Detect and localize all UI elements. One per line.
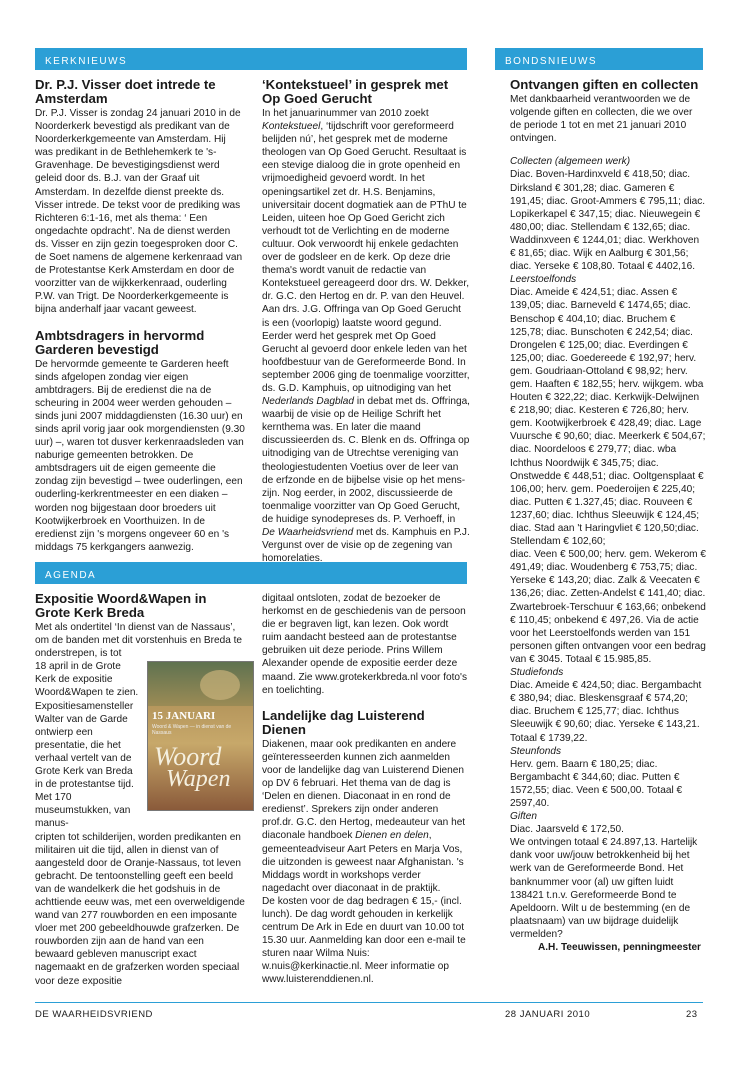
list-collecten: Diac. Boven-Hardinxveld € 418,50; diac. Dirksland € 301,28; diac. Gameren € 191,45; diac. Groot-Ammers € 795,11; diac. Lopikerkapel € 347,15; diac. Nieuwegein € 480,00; diac. Stellendam € 132,65; diac. Waddinxveen € 1244,01; diac. Werkhoven € 81,65; diac. Wijk en Aalburg € 301,56; diac. Yerseke € 108,80. Totaal € 4402,16. [510,169,706,273]
list-leerstoelfonds: Diac. Ameide € 424,51; diac. Assen € 139,05; diac. Barneveld € 1474,65; diac. Benschop € 404,10; diac. Bruchem € 125,78; diac. Bunschoten € 242,54; diac. Drongelen € 125,00; diac. Everdingen € 125,00; diac. Goedereede € 192,97; herv. gem. Goudriaan-Ottoland € 98,92; herv. gem. Haaften € 182,55; herv. wijkgem. wba Houten € 322,22; diac. Kerkwijk-Delwijnen € 218,90; diac. Kesteren € 726,80; herv. gem. Kootwijkerbroek € 428,49; diac. Lage Vuursche € 90,60; diac. Meerkerk € 504,67; diac. Noordeloos € 279,77; diac. wba Ichthus Noordwijk € 345,75; diac. Onstwedde € 448,51; diac. Ooltgensplaat € 106,00; herv. gem. Poederoijen € 225,40; diac. Putten € 1.327,45; diac. Rouveen € 1237,60; diac. Ichthus Sleeuwijk € 124,45; diac. Stad aan 't Haringvliet € 120,50;diac. Stellendam € 102,60; [510,287,706,548]
cover-subtitle: Woord & Wapen — in dienst van de Nassaus [152,724,232,736]
section-header-kerknieuws: kerknieuws [35,48,467,70]
section-header-agenda: agenda [35,562,467,584]
footer-date: 28 JANUARI 2010 [505,1009,591,1020]
heading-steunfonds: Steunfonds [510,745,562,757]
article-body-luisterend-dienen-2: De kosten voor de dag bedragen € 15,- (incl. lunch). De dag wordt gehouden in kerkelijk centrum De Ark in Ede en duurt van 10.00 tot 15.30 uur. Aanmelding kan door een e-mail te sturen naar Wilma Nuis: w.nuis@kerkinactie.nl. Meer informatie op www.luisterenddienen.nl. [262,895,466,986]
giften-closing: We ontvingen totaal € 24.897,13. Hartelijk dank voor uw/jouw betrokkenheid bij het werk van de Gereformeerde Bond. Het banknummer voor (al) uw giften luidt 138421 t.n.v. Gereformeerde Bond te Apeldoorn. Wilt u de bestemming (en de plaatsnaam) van uw bijdrage duidelijk vermelden? [510,837,698,940]
kerknieuws-column-right [262,78,470,565]
article-body-expositie-narrow: 18 april in de Grote Kerk de expositie Woord&Wapen te zien. Expositiesamensteller Walter van de Garde ontwierp een presentatie, die het verhaal vertelt van de Grote Kerk van Breda in de protestantse tijd. Met 170 museumstukken, van manus- [35,661,139,830]
cover-ornament [200,670,240,700]
article-title-garderen: Ambtsdragers in hervormd Garderen bevestigd [35,327,205,357]
footer-page-number: 23 [686,1009,698,1020]
giften-intro: Met dankbaarheid verantwoorden we de volgende giften en collecten, die we over de periode 1 tot en met 21 januari 2010 ontvingen. [510,94,693,145]
article-body-kontekstueel: In het januarinummer van 2010 zoekt Kontekstueel, ‘tijdschrift voor gereformeerd belijden nú’, het gesprek met de moderne theologen van Op Goed Gerucht. Resultaat is een stevige dialoog die in grote openheid en vrijmoedigheid gevoerd wordt. In het openingsartikel zet dr. H.S. Benjamins, universitair docent dogmatiek aan de PThU te Leiden, uiteen hoe Op Goed Gericht zich verhoudt tot de Verlichting en de moderne cultuur. Ook verwoordt hij enkele gedachten over de godsleer en de kerk. Op deze drie thema's wordt vanuit de redactie van Kontekstueel gereageerd door drs. W. Dekker, dr. G.C. den Hertog en dr. P. van den Heuvel. Aan drs. J.G. Offringa van Op Goed Gerucht is een (voorlopig) laatste woord gegund. [262,108,470,329]
list-studiefonds: Diac. Ameide € 424,50; diac. Bergambacht € 380,94; diac. Bleskensgraaf € 574,20; diac. Bruchem € 125,77; diac. Ichthus Sleeuwijk € 90,60; diac. Yerseke € 143,21. Totaal € 1739,22. [510,680,702,744]
cover-date: 15 JANUARI [152,710,216,722]
heading-collecten: Collecten (algemeen werk) [510,156,631,168]
article-title-kontekstueel: ‘Kontekstueel’ in gesprek met Op Goed Gerucht [262,77,449,106]
article-body-expositie-b: cripten tot schilderijen, worden predikanten en militairen uit die tijd, allen in dienst van of aangesteld door de Oranje-Nassaus, tot leven gebracht. De tentoonstelling geeft een beeld van de wandelkerk die het godshuis in de achttiende eeuw was, met een overweldigende wand van 277 rouwborden en een imposante vloer met 200 gebeeldhouwde grafzerken. De rouwborden zijn aan de hand van een bewaard gebleven manuscript exact nagemaakt en de grafzerken worden speciaal voor deze expositie [35,831,245,987]
article-title-giften: Ontvangen giften en collecten [510,77,699,92]
list-leerstoelfonds-2: diac. Veen € 500,00; herv. gem. Wekerom € 491,49; diac. Woudenberg € 753,75; diac. Yerseke € 143,20; diac. Zalk & Veecaten € 136,26; diac. Zetten-Andelst € 141,40; diac. Zwartebroek-Terschuur € 163,66; onbekend € 110,45; onbekend € 497,26. Via de actie voor het Leerstoelfonds werden van 151 personen giften ontvangen voor een bedrag van € 3045. Totaal € 15.985,85. [510,549,707,665]
signature: A.H. Teeuwissen, penningmeester [537,942,701,953]
article-body-luisterend-dienen: Diakenen, maar ook predikanten en andere geïnteresseerden kunnen zich aanmelden voor de landelijke dag van Luisterend Dienen op DV 6 februari. Het thema van de dag is ‘Delen en dienen. Diaconaat in en rond de eredienst’. Sprekers zijn onder anderen prof.dr. G.C. den Hertog, medeauteur van het diaconale handboek Dienen en delen, gemeenteadviseur Aart Peters en Marja Vos, die uitzonden is geweest naar Afghanistan. 's Middags wordt in workshops verder nagedacht over diaconaat in de praktijk. [262,738,466,894]
list-steunfonds: Herv. gem. Baarn € 180,25; diac. Bergambacht € 344,60; diac. Putten € 1572,55; diac. Veen € 500,00. Totaal € 2597,40. [510,758,683,809]
bondsnieuws-column [510,78,706,954]
cover-word-1: Woord [154,742,222,771]
kerknieuws-column-left [35,78,245,554]
article-title-expositie: Expositie Woord&Wapen in Grote Kerk Breda [35,591,207,620]
section-header-bondsnieuws: bondsnieuws [495,48,703,70]
list-giften: Diac. Jaarsveld € 172,50. [510,824,624,836]
article-body-expositie-c: digitaal ontsloten, zodat de bezoeker de herkomst en de geschiedenis van de persoon die er begraven ligt, kan lezen. Ook wordt ruim aandacht besteed aan de protestantse gebruiken uit deze periode. Prins Willem Alexander opende de expositie eerder deze maand. Zie www.grotekerkbreda.nl voor foto's en toelichting. [262,593,468,696]
book-cover-image [147,661,254,811]
article-body-expositie-a: Met als ondertitel ‘In dienst van de Nassaus’, om de banden met dit vorstenhuis en Breda te onderstrepen, is tot [35,622,243,660]
article-title-luisterend-dienen: Landelijke dag Luisterend Dienen [262,707,425,737]
heading-giften: Giften [510,811,537,823]
cover-word-2: Wapen [166,766,231,792]
footer-rule [35,1002,703,1003]
heading-studiefonds: Studiefonds [510,667,564,679]
heading-leerstoelfonds: Leerstoelfonds [510,274,577,286]
article-body-garderen: De hervormde gemeente te Garderen heeft sinds afgelopen zondag vier eigen ambtdragers. Bij de eredienst die na de scheuring in 2004 weer werden gehouden – sinds juni 2007 middagdiensten (16.30 uur) en sinds april vorig jaar ook morgendiensten (9.30 uur) –, waren tot dusver kerkenraadsleden van naburige gemeenten betrokken. De ambtsdragers uit de eigen gemeente die zondag zijn bevestigd – twee ouderlingen, een ouderling-kerkrentmeester en een diaken – worden nog bijgestaan door broeders uit Kootwijkerbroek en Voorthuizen. In de eredienst zijn 's morgens ongeveer 60 en 's middags 75 kerkgangers aanwezig. [35,358,245,553]
article-body-kontekstueel-2: Eerder werd het gesprek met Op Goed Gerucht al gevoerd door enkele leden van het hoofdbestuur van de Gereformeerde Bond. In september 2006 ging de toenmalige voorzitter, ds. G.D. Kamphuis, op uitnodiging van het Nederlands Dagblad in debat met ds. Offringa, waarbij de visie op de Heilige Schrift het kernthema was. En later die maand discussieerden ds. C. Blenk en ds. Offringa op uitnodiging van de Utrechtse vereniging van theologiestudenten Voetius over de leer van de erfzonde en de bijbelse visie op het mens-zijn. Nog eerder, in 2002, discussieerde de toenmalige voorzitter van Op Goed Gerucht, de huidige synodepreses ds. P. Verhoeff, in De Waarheidsvriend met ds. Kamphuis en P.J. Vergunst over de visie op de zegening van homorelaties. [262,330,470,565]
article-body-visser: Dr. P.J. Visser is zondag 24 januari 2010 in de Noorderkerk bevestigd als predikant van de Noorderkerkgemeente van Amsterdam. Hij was predikant in de Bethlehemkerk te 's-Gravenhage. De bevestigingsdienst werd geleid door ds. B.J. van der Graaf uit Amsterdam. In dezelfde dienst preekte ds. Visser intrede. De tekst voor de prediking was Richteren 6:1-16, met als thema: ‘ Een ongedachte opdracht’. Na de dienst werden ds. Visser en zijn gezin toegesproken door C. de Soet namens de algemene kerkenraad van de Protestantse Kerk Amsterdam en door de voorzitter van de wijkkerkenraad, ouderling P.W. van Trigt. De Noorderkerkgemeente is bijna anderhalf jaar vacant geweest. [35,108,243,316]
footer-publication: DE WAARHEIDSVRIEND [35,1009,153,1020]
article-title-visser: Dr. P.J. Visser doet intrede te Amsterdam [35,77,216,106]
agenda-column-right [262,592,470,987]
